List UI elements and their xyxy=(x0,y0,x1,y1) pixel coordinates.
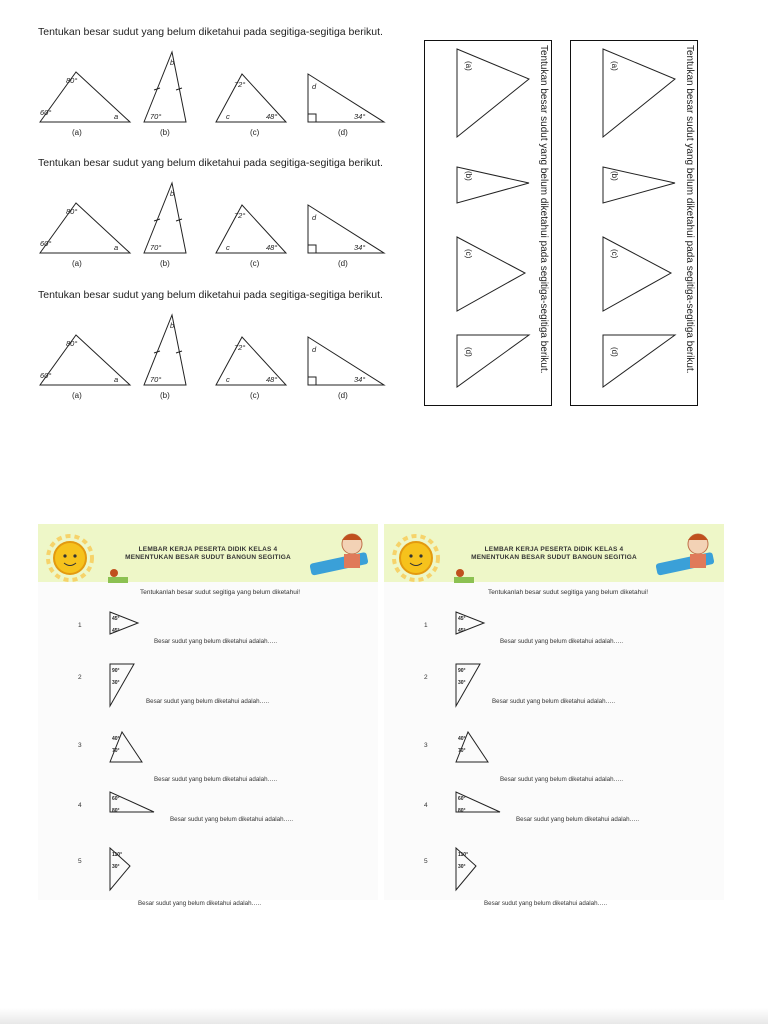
question-text: Besar sudut yang belum diketahui adalah….. xyxy=(170,816,294,823)
angle-a-1: 80° xyxy=(66,76,78,85)
given-angle-2: 30° xyxy=(458,864,466,870)
triangles-figure xyxy=(36,313,396,393)
angle-b-2: 70° xyxy=(150,243,162,252)
angle-b-unknown: b xyxy=(170,58,175,67)
angle-c-3: 48° xyxy=(266,243,278,252)
question-number: 1 xyxy=(424,622,428,629)
question-text: Besar sudut yang belum diketahui adalah….. xyxy=(146,698,270,705)
angle-b-unknown: b xyxy=(170,189,175,198)
question-number: 4 xyxy=(78,802,82,809)
angle-c-unknown: c xyxy=(226,243,230,252)
worksheet-title-line2: MENENTUKAN BESAR SUDUT BANGUN SEGITIGA xyxy=(125,554,291,561)
given-angle-2: 45° xyxy=(458,628,466,634)
item-label-a: (a) xyxy=(72,259,82,268)
question-number: 3 xyxy=(78,742,82,749)
angle-d-unknown: d xyxy=(312,82,317,91)
given-angle-1: 110° xyxy=(112,852,123,858)
question-number: 2 xyxy=(78,674,82,681)
given-angle-1: 45° xyxy=(458,616,466,622)
angle-d-2: 34° xyxy=(354,112,366,121)
question-number: 5 xyxy=(424,858,428,865)
angle-c-1: 72° xyxy=(234,211,246,220)
given-angle-1: 110° xyxy=(458,852,469,858)
angle-b-2: 70° xyxy=(150,112,162,121)
question-text: Besar sudut yang belum diketahui adalah….. xyxy=(500,776,624,783)
question-text: Besar sudut yang belum diketahui adalah….. xyxy=(484,900,608,907)
given-angle-2: 70° xyxy=(112,748,120,754)
angle-b-2: 70° xyxy=(150,375,162,384)
rotated-exercise-content xyxy=(425,41,552,401)
question-number: 2 xyxy=(424,674,428,681)
worksheet-instruction: Tentukanlah besar sudut segitiga yang belum diketahui! xyxy=(140,589,301,596)
exercise-title: Tentukan besar sudut yang belum diketahui pada segitiga-segitiga berikut. xyxy=(538,45,549,374)
question-text: Besar sudut yang belum diketahui adalah….. xyxy=(138,900,262,907)
item-label-c: (c) xyxy=(250,259,260,268)
question-text: Besar sudut yang belum diketahui adalah….. xyxy=(154,776,278,783)
question-number: 4 xyxy=(424,802,428,809)
student-reading-icon xyxy=(450,568,480,584)
item-label-c: (c) xyxy=(464,249,473,259)
given-angle-2: 80° xyxy=(458,808,466,814)
rotated-triangles xyxy=(571,41,681,401)
exercise-set-1 xyxy=(36,24,396,152)
item-label-d: (d) xyxy=(464,347,473,357)
sun-icon xyxy=(40,530,100,584)
given-angle-2: 30° xyxy=(458,680,466,686)
angle-d-unknown: d xyxy=(312,213,317,222)
triangles-figure xyxy=(36,181,396,261)
rotated-exercise-card-2 xyxy=(570,40,698,406)
triangles-figure xyxy=(36,50,396,130)
angle-a-unknown: a xyxy=(114,375,119,384)
item-label-b: (b) xyxy=(464,171,473,181)
question-text: Besar sudut yang belum diketahui adalah….. xyxy=(516,816,640,823)
sun-icon xyxy=(386,530,446,584)
given-angle-1: 40° xyxy=(458,736,466,742)
item-label-b: (b) xyxy=(160,128,170,137)
angle-c-unknown: c xyxy=(226,375,230,384)
worksheet-instruction: Tentukanlah besar sudut segitiga yang belum diketahui! xyxy=(488,589,649,596)
question-number: 3 xyxy=(424,742,428,749)
given-angle-2: 70° xyxy=(458,748,466,754)
item-label-d: (d) xyxy=(610,347,619,357)
question-text: Besar sudut yang belum diketahui adalah….. xyxy=(492,698,616,705)
angle-a-1: 80° xyxy=(66,207,78,216)
girl-pencil-icon xyxy=(308,526,378,582)
angle-c-1: 72° xyxy=(234,80,246,89)
angle-a-2: 60° xyxy=(40,108,52,117)
rotated-triangles xyxy=(425,41,535,401)
angle-b-unknown: b xyxy=(170,321,175,330)
given-angle-1: 90° xyxy=(112,668,120,674)
angle-c-3: 48° xyxy=(266,375,278,384)
given-angle-1: 45° xyxy=(112,616,120,622)
rotated-exercise-card-1 xyxy=(424,40,552,406)
item-label-d: (d) xyxy=(338,128,348,137)
item-label-a: (a) xyxy=(72,128,82,137)
angle-d-unknown: d xyxy=(312,345,317,354)
item-label-c: (c) xyxy=(250,391,260,400)
angle-a-unknown: a xyxy=(114,243,119,252)
worksheet-1 xyxy=(38,524,378,907)
item-label-a: (a) xyxy=(72,391,82,400)
item-label-b: (b) xyxy=(160,391,170,400)
angle-d-2: 34° xyxy=(354,375,366,384)
angle-c-1: 72° xyxy=(234,343,246,352)
exercise-set-2 xyxy=(36,155,396,283)
question-number: 5 xyxy=(78,858,82,865)
given-angle-1: 40° xyxy=(112,736,120,742)
rotated-exercise-content xyxy=(571,41,698,401)
given-angle-2: 30° xyxy=(112,864,120,870)
question-text: Besar sudut yang belum diketahui adalah….. xyxy=(500,638,624,645)
angle-a-1: 80° xyxy=(66,339,78,348)
angle-a-2: 60° xyxy=(40,371,52,380)
angle-d-2: 34° xyxy=(354,243,366,252)
given-angle-2: 80° xyxy=(112,808,120,814)
angle-a-2: 60° xyxy=(40,239,52,248)
worksheet-title-line2: MENENTUKAN BESAR SUDUT BANGUN SEGITIGA xyxy=(471,554,637,561)
exercise-title: Tentukan besar sudut yang belum diketahui pada segitiga-segitiga berikut. xyxy=(38,289,383,301)
item-label-c: (c) xyxy=(250,128,260,137)
question-number: 1 xyxy=(78,622,82,629)
exercise-set-3 xyxy=(36,287,396,415)
exercise-title: Tentukan besar sudut yang belum diketahui pada segitiga-segitiga berikut. xyxy=(684,45,695,374)
given-angle-2: 45° xyxy=(112,628,120,634)
item-label-a: (a) xyxy=(464,61,473,71)
student-reading-icon xyxy=(104,568,134,584)
item-label-c: (c) xyxy=(610,249,619,259)
worksheet-title-line1: LEMBAR KERJA PESERTA DIDIK KELAS 4 xyxy=(138,546,278,553)
worksheet-2 xyxy=(384,524,724,907)
angle-a-unknown: a xyxy=(114,112,119,121)
given-angle-2: 30° xyxy=(112,680,120,686)
exercise-title: Tentukan besar sudut yang belum diketahui pada segitiga-segitiga berikut. xyxy=(38,26,383,38)
angle-c-unknown: c xyxy=(226,112,230,121)
girl-pencil-icon xyxy=(654,526,724,582)
given-angle-1: 60° xyxy=(458,796,466,802)
item-label-b: (b) xyxy=(610,171,619,181)
given-angle-1: 90° xyxy=(458,668,466,674)
exercise-title: Tentukan besar sudut yang belum diketahui pada segitiga-segitiga berikut. xyxy=(38,157,383,169)
question-text: Besar sudut yang belum diketahui adalah….. xyxy=(154,638,278,645)
item-label-d: (d) xyxy=(338,391,348,400)
angle-c-3: 48° xyxy=(266,112,278,121)
given-angle-1: 60° xyxy=(112,796,120,802)
item-label-a: (a) xyxy=(610,61,619,71)
item-label-d: (d) xyxy=(338,259,348,268)
worksheet-title-line1: LEMBAR KERJA PESERTA DIDIK KELAS 4 xyxy=(484,546,624,553)
page-bottom-shadow xyxy=(0,1008,768,1024)
item-label-b: (b) xyxy=(160,259,170,268)
